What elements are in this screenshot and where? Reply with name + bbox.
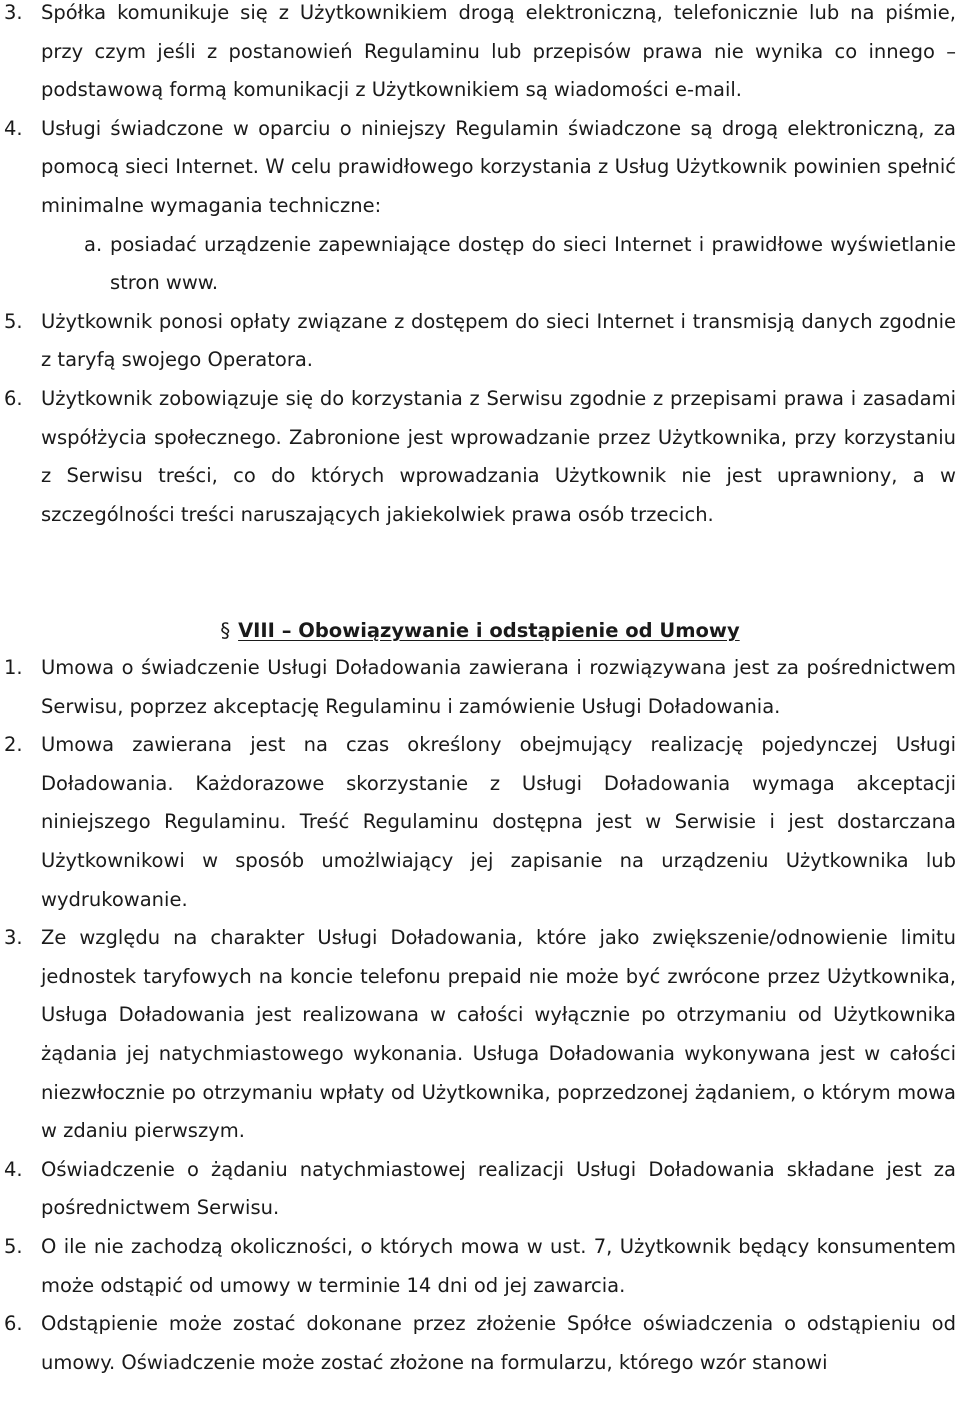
item-number: 6.: [4, 1312, 23, 1336]
item-text: O ile nie zachodzą okoliczności, o których mowa w ust. 7, Użytkownik będący konsumentem może odstąpić od umowy w terminie 14 dni od jej zawarcia.: [41, 1234, 956, 1297]
list-item-3b: [4, 919, 956, 1151]
list-item-6b: [4, 1305, 956, 1382]
sub-item-text: posiadać urządzenie zapewniające dostęp do sieci Internet i prawidłowe wyświetlanie stron www.: [110, 232, 956, 295]
item-text: Oświadczenie o żądaniu natychmiastowej realizacji Usługi Doładowania składane jest za pośrednictwem Serwisu.: [41, 1157, 956, 1220]
item-number: 4.: [4, 116, 23, 140]
section-symbol: §: [220, 619, 231, 642]
item-number: 3.: [4, 1, 23, 24]
item-text: Odstąpienie może zostać dokonane przez złożenie Spółce oświadczenia o odstąpieniu od umowy. Oświadczenie może zostać złożone na formularzu, którego wzór stanowi: [41, 1312, 956, 1374]
item-text: Umowa o świadczenie Usługi Doładowania zawierana i rozwiązywana jest za pośrednictwem Serwisu, poprzez akceptację Regulaminu i zamówienie Usługi Doładowania.: [41, 656, 956, 718]
sub-item-a: [4, 226, 956, 303]
item-text: Umowa zawierana jest na czas określony obejmujący realizację pojedynczej Usługi Doładowania. Każdorazowe skorzystanie z Usługi Doładowania wymaga akceptacji niniejszego Regulaminu. Treść Regulaminu dostępna jest w Serwisie i jest dostarczana Użytkownikowi w sposób umożlwiający jej zapisanie na urządzeniu Użytkownika lub wydrukowanie.: [41, 733, 956, 911]
item-text: Ze względu na charakter Usługi Doładowania, które jako zwiększenie/odnowienie limitu jednostek taryfowych na koncie telefonu prepaid nie może być zwrócone przez Użytkownika, Usługa Doładowania jest realizowana w całości wyłącznie po otrzymaniu od Użytkownika żądania jej natychmiastowego wykonania. Usługa Doładowania wykonywana jest w całości niezwłocznie po otrzymaniu wpłaty od Użytkownika, poprzedzonej żądaniem, o którym mowa w zdaniu pierwszym.: [41, 926, 956, 1143]
item-text: Spółka komunikuje się z Użytkownikiem drogą elektroniczną, telefonicznie lub na piśmie, przy czym jeśli z postanowień Regulaminu lub przepisów prawa nie wynika co innego – podstawową formą komunikacji z Użytkownikiem są wiadomości e-mail.: [41, 1, 956, 102]
item-text: Użytkownik ponosi opłaty związane z dostępem do sieci Internet i transmisją danych zgodnie z taryfą swojego Operatora.: [41, 309, 956, 372]
list-item-1: [4, 649, 956, 726]
item-number: 4.: [4, 1157, 23, 1181]
item-number: 5.: [4, 1234, 23, 1258]
list-item-6: [4, 380, 956, 534]
item-text: Użytkownik zobowiązuje się do korzystania z Serwisu zgodnie z przepisami prawa i zasadami współżycia społecznego. Zabronione jest wprowadzanie przez Użytkownika, przy korzystaniu z Serwisu treści, co do których wprowadzania Użytkownik nie jest uprawniony, a w szczególności treści naruszających jakiekolwiek prawa osób trzecich.: [41, 386, 956, 526]
item-number: 6.: [4, 386, 23, 410]
list-item-4: [4, 110, 956, 226]
list-item-2: [4, 726, 956, 919]
section-bottom-list: [4, 649, 956, 1382]
list-item-4b: [4, 1151, 956, 1228]
item-number: 2.: [4, 733, 23, 757]
section-top-list: [4, 0, 956, 534]
list-item-5: [4, 303, 956, 380]
list-item-3: [4, 0, 956, 110]
section-title: VIII – Obowiązywanie i odstąpienie od Umowy: [238, 619, 740, 642]
item-number: 3.: [4, 926, 23, 950]
item-number: 1.: [4, 656, 23, 679]
list-item-5b: [4, 1228, 956, 1305]
item-number: 5.: [4, 309, 23, 333]
sub-item-letter: a.: [84, 232, 103, 256]
item-text: Usługi świadczone w oparciu o niniejszy Regulamin świadczone są drogą elektroniczną, za pomocą sieci Internet. W celu prawidłowego korzystania z Usług Użytkownik powinien spełnić minimalne wymagania techniczne:: [41, 116, 956, 217]
section-heading: [0, 612, 960, 650]
